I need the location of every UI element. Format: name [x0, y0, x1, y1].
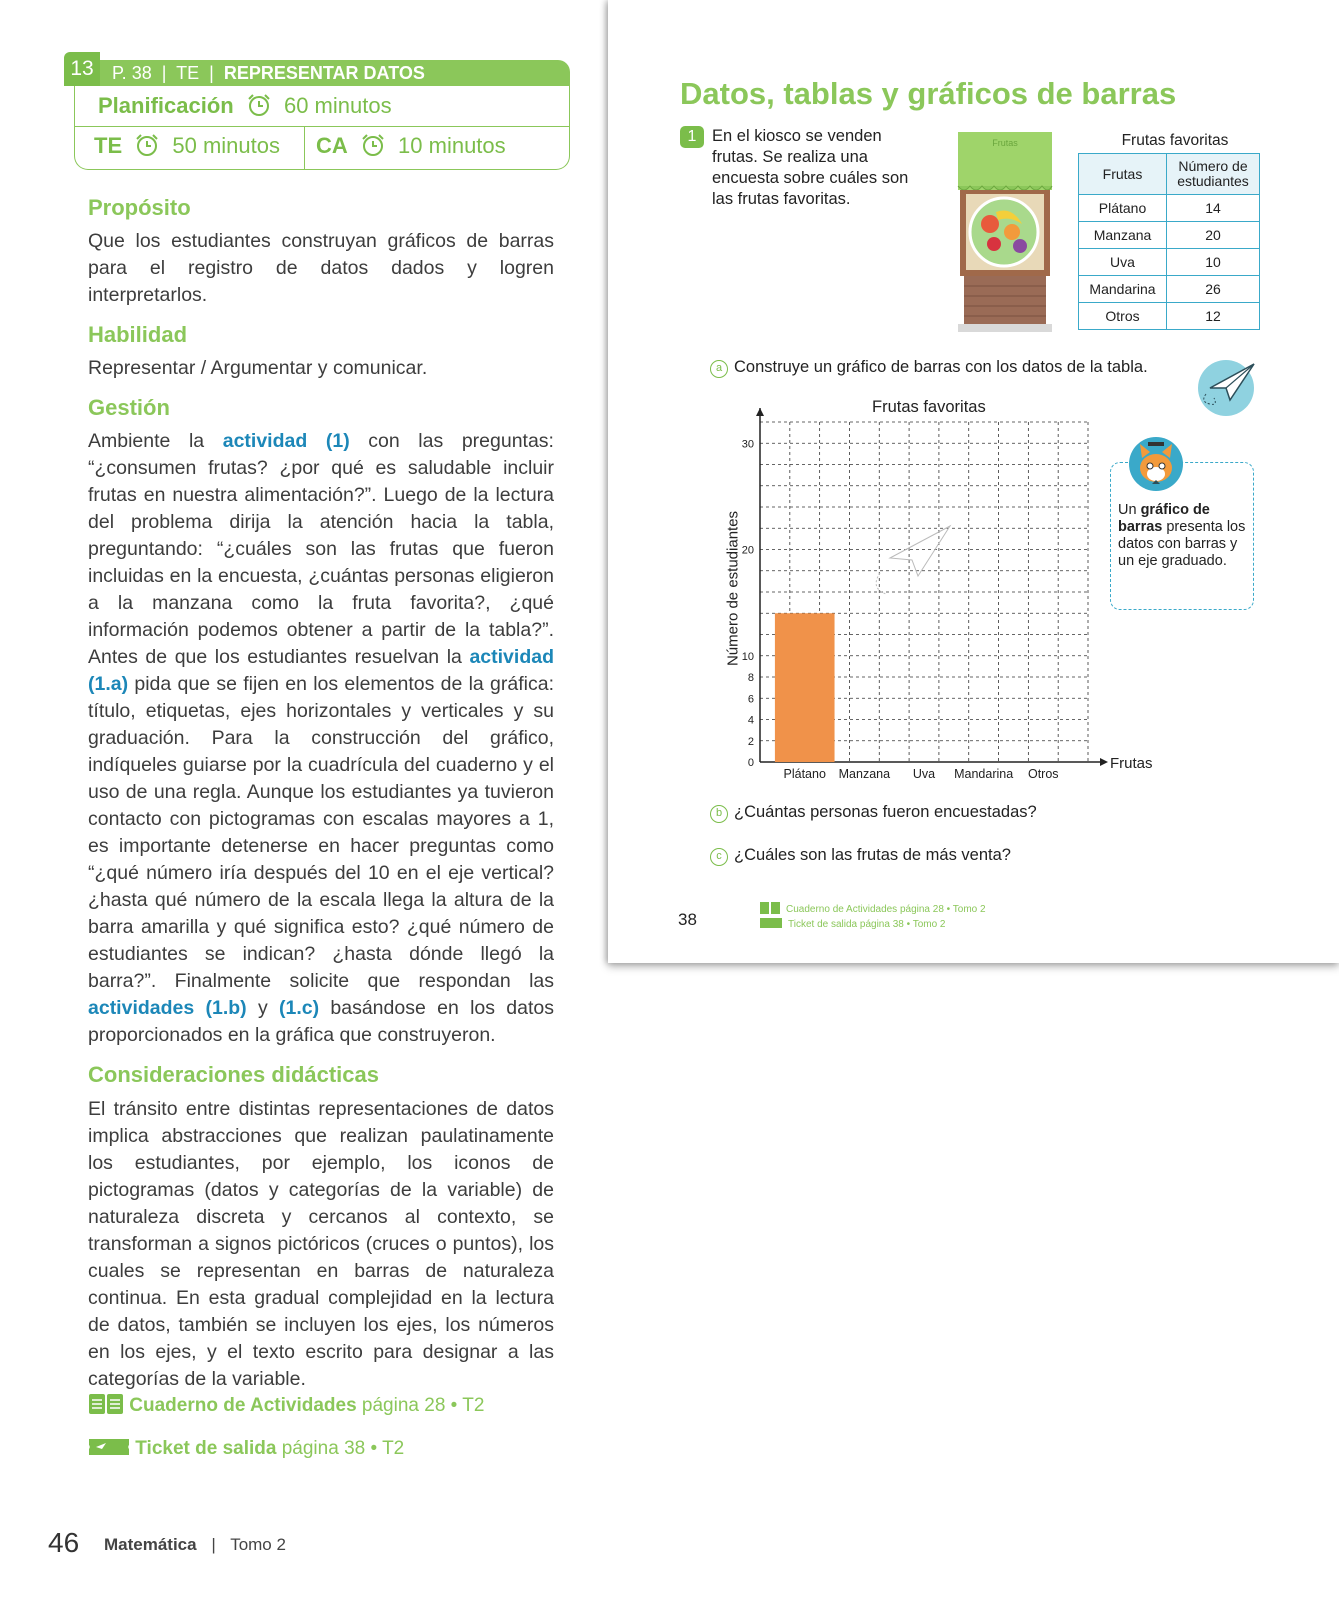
table-header-cell: Número de estudiantes [1167, 154, 1260, 195]
planning-divider [74, 126, 570, 127]
x-axis-arrow [1100, 758, 1108, 766]
x-tick-label: Manzana [838, 767, 891, 781]
activity-link[interactable]: actividades (1.b) [88, 997, 247, 1019]
gestion-text-part: basándose en los datos proporcionados en la gráfica que construyeron. [88, 997, 554, 1046]
cuaderno-label: Cuaderno de Actividades [129, 1395, 357, 1416]
gestion-text-part: Ambiente la [88, 430, 223, 452]
x-tick-label: Plátano [783, 767, 826, 781]
paper-plane-trail [876, 573, 886, 594]
question-b [710, 803, 1037, 823]
table-cell: 26 [1167, 276, 1260, 303]
table-row [1079, 222, 1260, 249]
y-axis-arrow [756, 408, 764, 416]
table-row [1079, 195, 1260, 222]
y-tick-label: 2 [747, 735, 754, 748]
y-axis-label: Número de estudiantes [724, 510, 742, 667]
table-cell: Mandarina [1079, 276, 1167, 303]
cuaderno-page: página 28 • T2 [356, 1395, 485, 1416]
ticket-icon [760, 918, 782, 928]
y-tick-label: 4 [747, 714, 754, 727]
table-row [1079, 303, 1260, 330]
ticket-ref-text: Ticket de salida página 38 • Tomo 2 [788, 919, 946, 930]
gestion-text-part: pida que se fijen en los elementos de la gráfica: título, etiquetas, ejes horizontales y verticales y su graduación. Para la construcción del gráfico, indíqueles guiarse por la cuadrícula del cuaderno y el uso de una regla. Aunque los estudiantes ya tuvieron contacto con pictogramas con escalas mayores a 1, es importante detenerse en hacer preguntas como “¿qué número iría después del 10 en el eje vertical? ¿hasta qué número de la escala llega la altura de la barra amarilla y qué significa esto? ¿qué número de estudiantes se indican? ¿hasta dónde llegó la barra?”. Finalmente solicite que respondan las [88, 673, 554, 992]
question-c-text: ¿Cuáles son las frutas de más venta? [734, 846, 1011, 864]
tomo-label: Tomo 2 [230, 1535, 286, 1554]
table-header-cell: Frutas [1079, 154, 1167, 195]
lesson-header-bar [100, 60, 570, 86]
table-row [1079, 276, 1260, 303]
ca-row [316, 132, 506, 159]
table-cell: Manzana [1079, 222, 1167, 249]
x-tick-label: Uva [912, 767, 936, 781]
consideraciones-text: El tránsito entre distintas representaciones de datos implica abstracciones que realizan paulatinamente los estudiantes, por ejemplo, los iconos de pictogramas (datos y categorías de la variable) de naturaleza discreta y cercanos al contexto, se transforman a signos pictóricos (cruces o puntos), los cuales se representan en barras de naturaleza continua. En esta gradual complejidad en la lectura de datos, también se incluyen los ejes, los números en los ejes, y el texto escrito para designar a las categorías de la variable. [88, 1098, 554, 1390]
table-cell: Plátano [1079, 195, 1167, 222]
fruits-table [1078, 153, 1260, 330]
ticket-label: Ticket de salida [135, 1438, 277, 1459]
footer-separator: | [211, 1535, 216, 1554]
activity-link[interactable]: (1.c) [279, 997, 320, 1019]
planning-vdivider [304, 127, 305, 169]
notebook-icon [88, 1392, 124, 1416]
y-tick-label: 30 [741, 438, 754, 451]
ca-time: 10 minutos [398, 133, 506, 158]
habilidad-title: Habilidad [88, 322, 188, 347]
lesson-number-badge: 13 [64, 52, 100, 86]
consideraciones-title: Consideraciones didácticas [88, 1062, 379, 1087]
gestion-text-part: con las preguntas: “¿consumen frutas? ¿por qué es saludable incluir frutas en nuestra alimentación?”. Luego de la lectura del problema dirija la atención hacia la tabla, preguntando: “¿cuáles son las frutas que fueron incluidas en la encuesta, ¿cuántas personas eligieron a la manzana como la fruta favorita?, ¿qué información podemos obtener a partir de la tabla?”. Antes de que los estudiantes resuelvan la [88, 430, 554, 668]
notebook-icon [760, 902, 780, 914]
proposito-title: Propósito [88, 195, 191, 220]
x-axis-label: Frutas [1110, 755, 1153, 772]
gestion-text-part: y [246, 997, 279, 1019]
kiosk-sign: Frutas [992, 138, 1018, 148]
table-title: Frutas favoritas [1121, 132, 1229, 149]
x-tick-label: Mandarina [954, 767, 1014, 781]
table-cell: 10 [1167, 249, 1260, 276]
table-cell: 20 [1167, 222, 1260, 249]
ca-label: CA [316, 133, 348, 158]
planning-time: 60 minutos [283, 93, 392, 118]
ticket-ref [760, 918, 946, 930]
te-label: TE [94, 133, 123, 158]
grape-icon [1013, 239, 1027, 253]
student-page-number: 38 [678, 910, 697, 929]
gestion-text [88, 428, 554, 1049]
notebook-ref-text: Cuaderno de Actividades página 28 • Tomo 2 [786, 904, 986, 915]
question-letter: c [710, 848, 728, 866]
activity-link[interactable]: actividad (1.a) [88, 646, 554, 695]
te-time: 50 minutos [172, 133, 280, 158]
header-type: TE [176, 63, 200, 83]
student-page-title: Datos, tablas y gráficos de barras [680, 76, 1177, 111]
planning-label: Planificación [98, 93, 234, 118]
fox-mascot-icon [1128, 436, 1184, 492]
chart-title: Frutas favoritas [872, 398, 986, 416]
y-tick-label: 20 [741, 544, 754, 557]
apple-icon [981, 215, 999, 233]
y-tick-label: 8 [747, 672, 754, 684]
ticket-page: página 38 • T2 [276, 1438, 405, 1459]
y-tick-label: 0 [747, 757, 754, 769]
header-topic: REPRESENTAR DATOS [223, 63, 425, 83]
table-cell: 12 [1167, 303, 1260, 330]
y-tick-label: 10 [741, 650, 754, 663]
table-cell: Uva [1079, 249, 1167, 276]
question-a [710, 358, 1148, 378]
notebook-ref [760, 902, 986, 915]
header-divider: | [204, 63, 219, 83]
question-c [710, 846, 1011, 866]
table-cell: 14 [1167, 195, 1260, 222]
tip-keyword: gráfico de barras [1118, 502, 1210, 535]
orange-icon [1004, 224, 1020, 240]
te-row [94, 132, 280, 159]
x-tick-label: Otros [1027, 767, 1059, 781]
tip-text [1118, 502, 1252, 570]
page-number: 46 [48, 1527, 80, 1558]
proposito-text: Que los estudiantes construyan gráficos de barras para el registro de datos dados y logren interpretarlos. [88, 230, 554, 306]
cuaderno-resource[interactable] [88, 1392, 484, 1417]
alarm-clock-icon [246, 92, 272, 118]
paper-plane-sketch [890, 526, 950, 576]
bar-chart [730, 408, 1153, 786]
question-letter: a [710, 360, 728, 378]
question-b-text: ¿Cuántas personas fueron encuestadas? [734, 803, 1037, 821]
table-row [1079, 249, 1260, 276]
fruit-kiosk-illustration [950, 128, 1060, 334]
y-tick-label: 6 [747, 693, 754, 706]
alarm-clock-icon [360, 132, 386, 158]
question-a-text: Construye un gráfico de barras con los datos de la tabla. [734, 358, 1148, 376]
activity-link[interactable]: actividad (1) [222, 430, 350, 452]
alarm-clock-icon [134, 132, 160, 158]
ticket-resource[interactable] [88, 1437, 404, 1460]
planning-row [98, 92, 392, 119]
step-badge: 1 [680, 126, 704, 148]
ticket-icon [88, 1437, 130, 1457]
footer-subject [104, 1535, 286, 1555]
paper-plane-icon [1196, 358, 1260, 418]
table-cell: Otros [1079, 303, 1167, 330]
tip-text-part: Un [1118, 502, 1141, 518]
tip-text-part: presenta los datos con barras y un eje graduado. [1118, 519, 1246, 569]
table-header-row [1079, 154, 1260, 195]
gestion-title: Gestión [88, 395, 170, 420]
problem-statement: En el kiosco se venden frutas. Se realiza una encuesta sobre cuáles son las frutas favoritas. [712, 127, 909, 208]
strawberry-icon [987, 237, 1001, 251]
habilidad-text: Representar / Argumentar y comunicar. [88, 357, 428, 379]
subject-name: Matemática [104, 1535, 197, 1554]
header-divider: | [156, 63, 172, 83]
question-letter: b [710, 805, 728, 823]
bar-plátano [775, 613, 835, 762]
page-ref: P. 38 [112, 63, 152, 83]
